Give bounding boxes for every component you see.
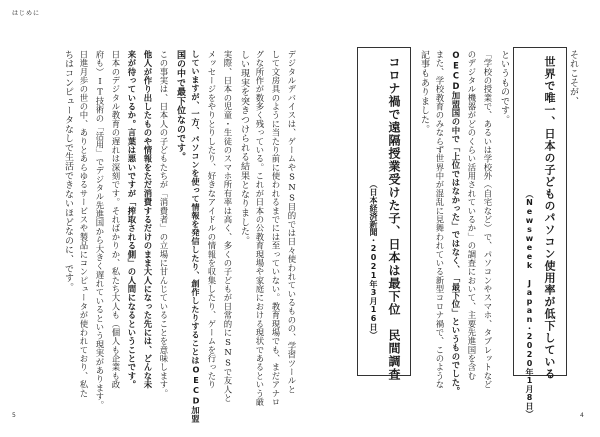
text-line: ちはコンピュータなしで生活できないほどなのに、です。	[63, 50, 73, 292]
text-line-emphasis: OECD加盟国の中で「上位ではなかった」ではなく、「最下位」というものでした。	[451, 50, 461, 396]
text-line-emphasis: 国の中で最下位なのです。	[175, 50, 185, 162]
text-line: デジタルデバイスは、ゲームやSNS目的では日々使われているものの、学習ツールと	[287, 50, 297, 394]
text-line: 府も）IT技術の「活用」でデジタル先進国から大きく遅れているという現実があります。	[95, 50, 105, 410]
quote-source-newsweek: （Newsweek Japan・2020年1月8日）	[525, 190, 534, 418]
quote-box-newsweek	[513, 47, 567, 376]
text-line: というものです。	[499, 50, 509, 125]
text-line: また、学校教育のみならず世界中が混乱に見舞われている新型コロナ禍で、このような	[435, 50, 445, 389]
text-line: 日進月歩の世の中、ありとあらゆるサービスや製品にコンピュータが使われており、私た	[79, 50, 89, 398]
text-line: して文房具のように当たり前に使われるまでには至っていない。教育現場でも、まだアナロ	[271, 50, 281, 407]
quote-title-nikkei: コロナ禍で遠隔授業受けた子、日本は最下位 民間調査	[387, 56, 401, 381]
text-line-emphasis: 他人が作り出したものや情報をただ消費するだけのまま大人になった先には、どんな未	[143, 50, 153, 389]
page-number-left: 5	[12, 412, 16, 419]
section-label: はじめに	[12, 10, 41, 17]
text-line: この事実は、日本人の子どもたちが「消費者」の立場に甘んじていることを意味します。	[159, 50, 169, 398]
text-line-emphasis: 来が待っているか。言葉は悪いですが「搾取される側」の人間になるということです。	[127, 50, 137, 389]
text-line: それこそが、	[568, 50, 578, 106]
text-line: メッセージをやりとりしたり、好きなアイドルの情報を収集したり、ゲームを行ったり	[207, 50, 217, 389]
text-line: しい現実を突きつけられる結果となりました。	[239, 50, 249, 246]
quote-title-newsweek: 世界で唯一、日本の子どものパソコン使用率が低下している	[543, 56, 556, 380]
text-line: のデジタル機器がどのくらい活用されているか」の調査において、主要先進国を含む	[467, 50, 477, 381]
text-line: 日本のデジタル教育の遅れは深刻です。そればかりか、私たち大人も（個人も企業も政	[111, 50, 121, 389]
quote-source-nikkei: （日本経済新聞・2021年3月16日）	[369, 180, 378, 339]
quote-box-nikkei	[357, 47, 411, 376]
text-line: グな所作が数多く残っている。これが日本の公教育現場や家庭における現状であるという厳	[255, 50, 265, 407]
page-number-right: 4	[580, 412, 584, 419]
text-line: 実際、日本の児童・生徒のスマホ所有率は高く、多くの子どもが日常的にSNSで友人と	[223, 50, 233, 403]
text-line: 記事もありました。	[419, 50, 429, 134]
text-line: 「学校の授業で、あるいは学校外（自宅など）で、パソコンやスマホ、タブレットなど	[483, 50, 493, 389]
text-line-emphasis: していますが、一方、パソコンを使って情報を発信したり、創作したりすることはOECD加盟	[191, 50, 201, 423]
